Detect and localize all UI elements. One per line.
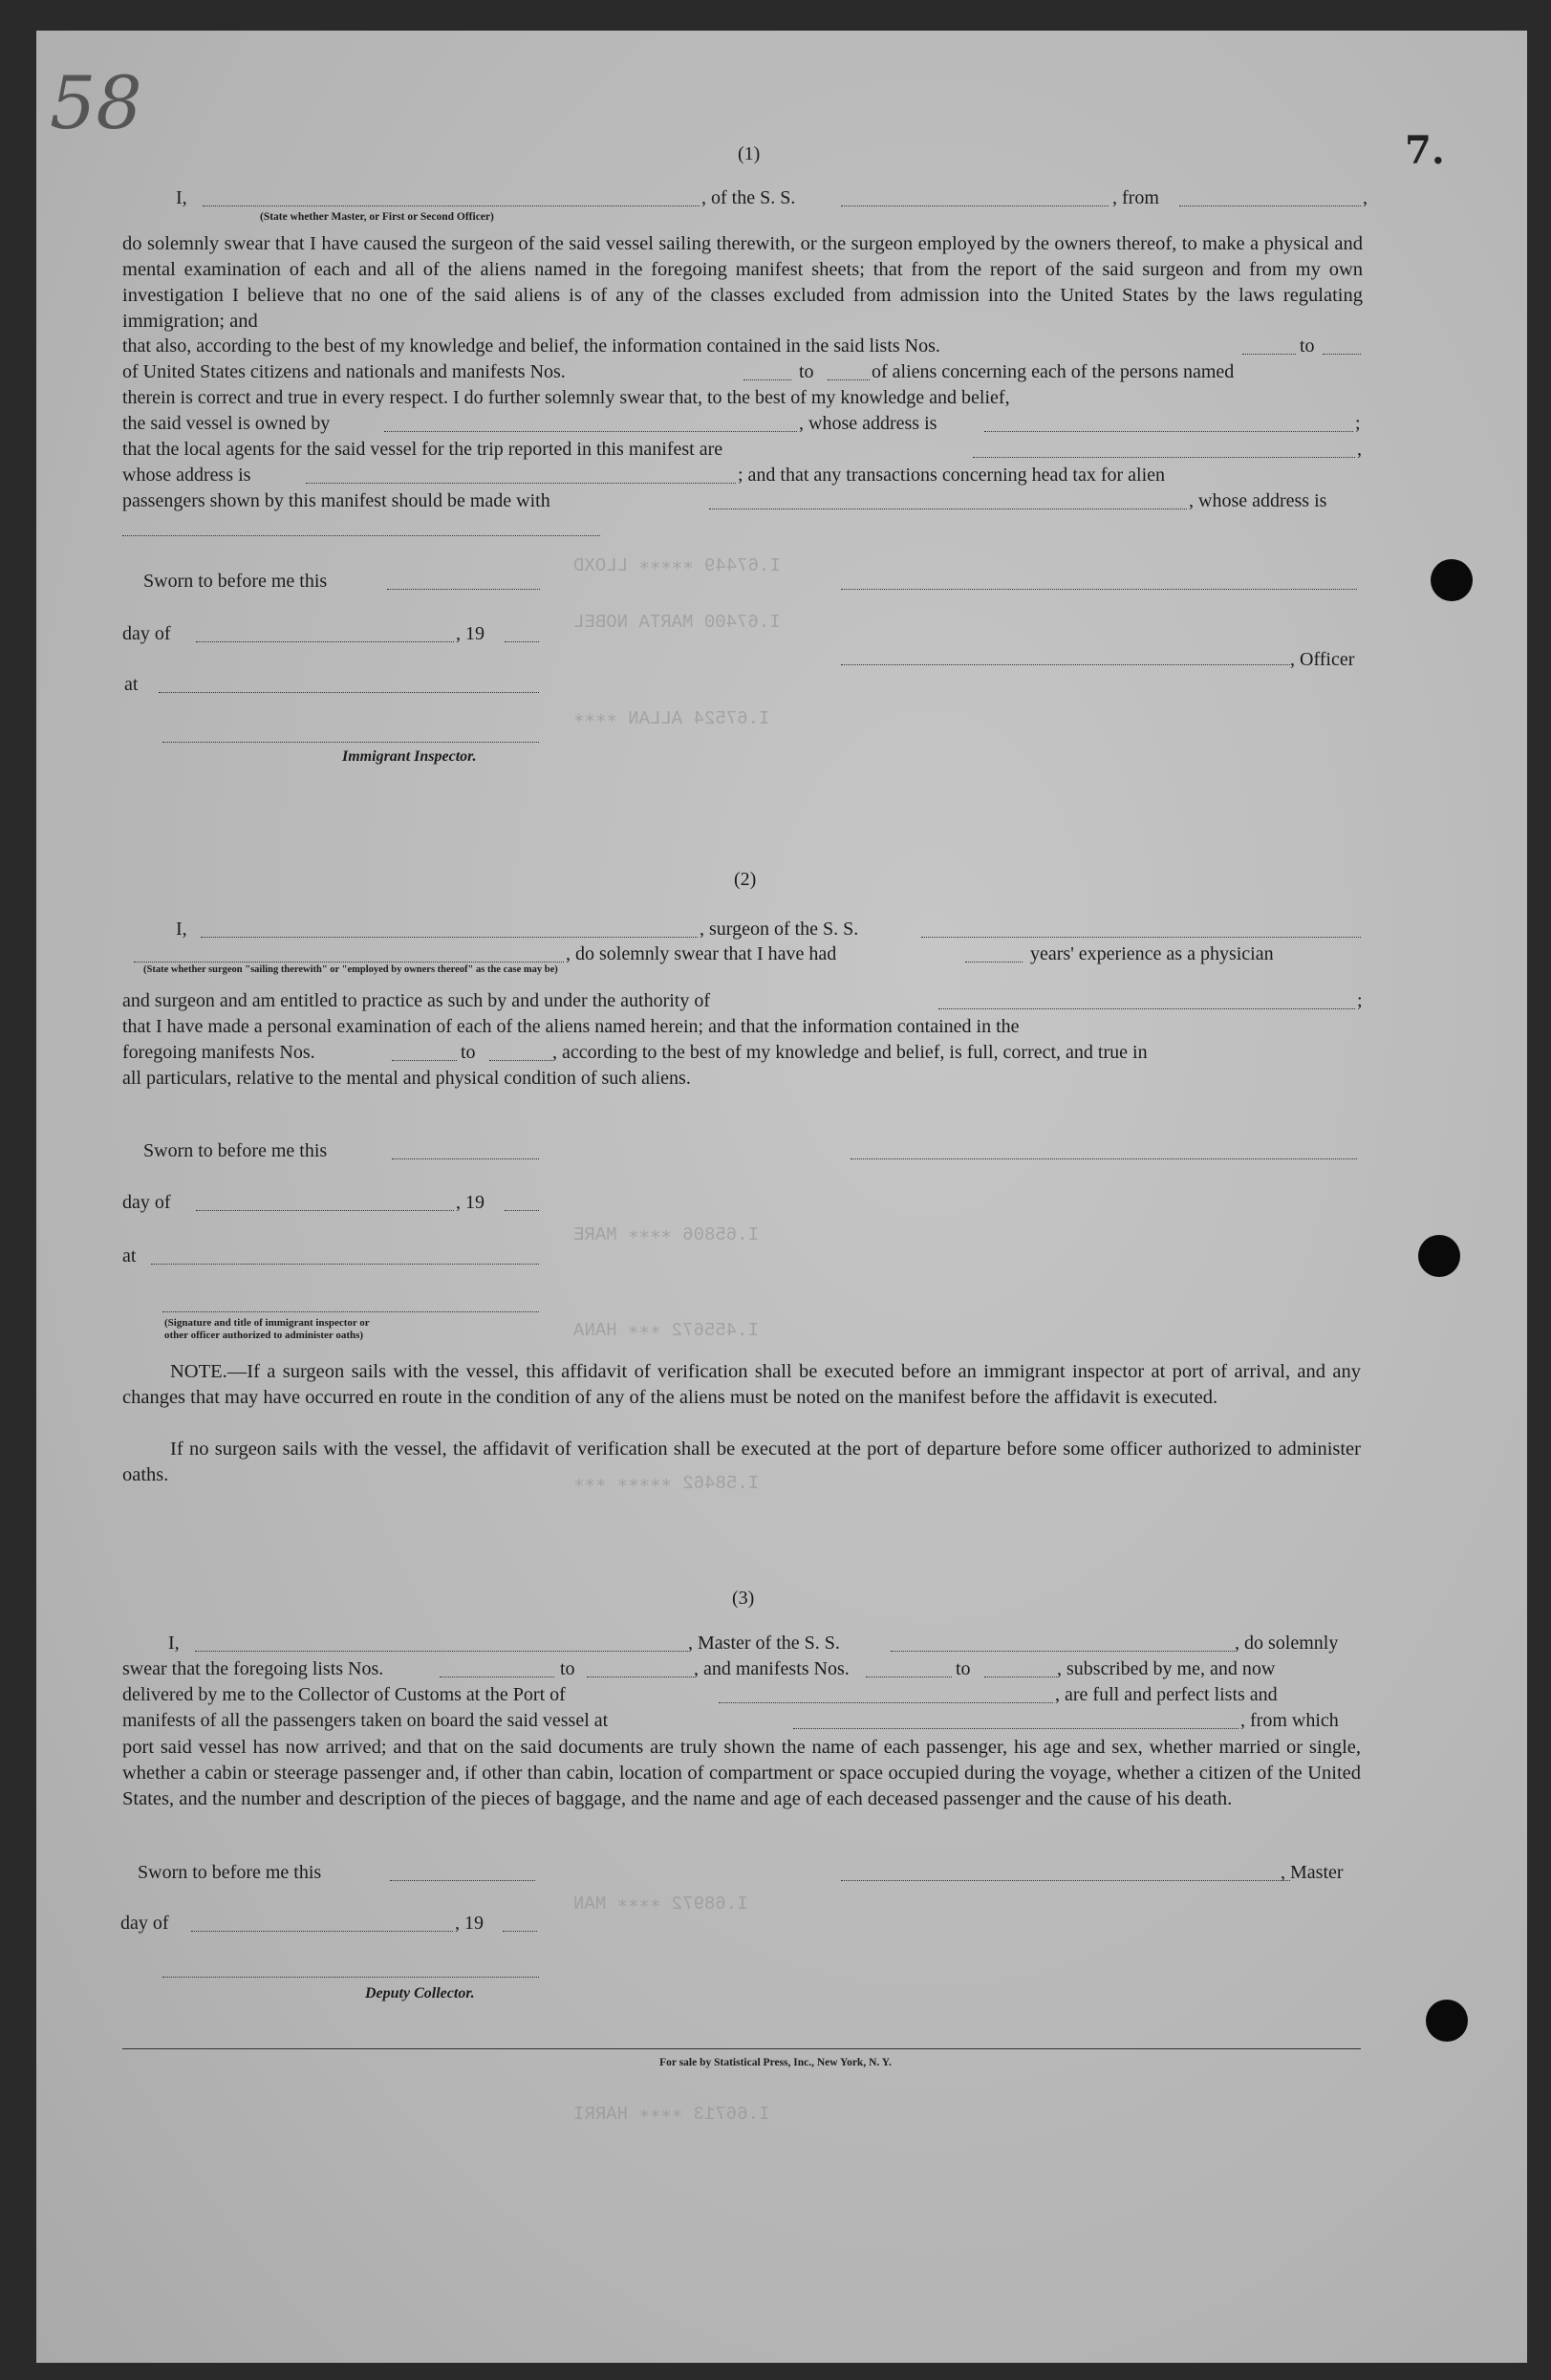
text: to (956, 1658, 971, 1679)
text: that also, according to the best of my knowledge and belief, the information contained in the said lists Nos. (122, 335, 940, 357)
text: , subscribed by me, and now (1057, 1658, 1276, 1679)
ghost-text: I.68972 ∗∗∗∗ MAN (573, 1893, 748, 1915)
text: , do solemnly swear that I have had (566, 943, 837, 964)
text: delivered by me to the Collector of Customs at the Port of (122, 1684, 566, 1705)
signature-line (841, 589, 1357, 590)
blank-line (743, 379, 791, 380)
handwritten-page-number: 58 (50, 60, 142, 145)
printer-credit: For sale by Statistical Press, Inc., New York, N. Y. (659, 2057, 892, 2068)
text: , from which (1240, 1710, 1339, 1731)
ghost-text: I.455672 ∗∗∗ HANA (573, 1320, 759, 1341)
blank-line (709, 508, 1187, 509)
text: Sworn to before me this (143, 1140, 328, 1161)
signature-caption: (Signature and title of immigrant inspector or (164, 1317, 370, 1329)
blank-line (384, 431, 797, 432)
signature-caption: Immigrant Inspector. (342, 748, 477, 765)
text: day of (120, 1913, 169, 1934)
text: , of the S. S. (701, 187, 796, 208)
blank-line (306, 483, 736, 484)
blank-line (387, 589, 540, 590)
blank-line (196, 1210, 454, 1211)
blank-line (938, 1008, 1355, 1009)
section-number: (3) (732, 1588, 755, 1609)
text: Sworn to before me this (143, 571, 328, 592)
blank-line (793, 1728, 1239, 1729)
ghost-text: I.67524 ALLAN ∗∗∗∗ (573, 708, 770, 729)
signature-line (162, 1311, 539, 1312)
text: that the local agents for the said vessel for the trip reported in this manifest are (122, 439, 723, 460)
text: I, (168, 1633, 180, 1654)
punch-hole (1418, 1235, 1460, 1277)
text: of aliens concerning each of the persons named (872, 361, 1235, 382)
text: years' experience as a physician (1030, 943, 1274, 964)
text: , and manifests Nos. (694, 1658, 850, 1679)
text: , Master of the S. S. (688, 1633, 840, 1654)
signature-line (162, 742, 539, 743)
text: therein is correct and true in every respect. I do further solemnly swear that, to the best of my knowledge and belief, (122, 387, 1010, 408)
text: Sworn to before me this (138, 1862, 322, 1883)
text: , whose address is (799, 413, 937, 434)
text: to (461, 1042, 476, 1063)
text: ; (1357, 990, 1363, 1011)
text: , whose address is (1189, 490, 1327, 511)
text: I, (176, 919, 187, 940)
blank-line (505, 641, 539, 642)
blank-line (965, 962, 1023, 963)
blank-line (828, 379, 870, 380)
text: foregoing manifests Nos. (122, 1042, 315, 1063)
text: at (124, 674, 139, 695)
text: , according to the best of my knowledge and belief, is full, correct, and true in (552, 1042, 1148, 1063)
blank-line (719, 1702, 1053, 1703)
blank-line (159, 692, 539, 693)
signature-caption: Deputy Collector. (365, 1985, 475, 2001)
text: day of (122, 623, 171, 644)
text: , do solemnly (1235, 1633, 1339, 1654)
blank-line (392, 1060, 457, 1061)
text: to (560, 1658, 575, 1679)
text: at (122, 1245, 137, 1266)
note-paragraph: If no surgeon sails with the vessel, the affidavit of verification shall be executed at the port of departure before some officer authorized to administer oaths. (122, 1439, 1361, 1485)
ghost-text: I.58462 ∗∗∗∗∗ ∗∗∗ (573, 1473, 760, 1494)
blank-line (1323, 354, 1361, 355)
text: to (799, 361, 814, 382)
text: , Officer (1290, 649, 1355, 670)
note-paragraph: NOTE.—If a surgeon sails with the vessel, this affidavit of verification shall be executed before an immigrant inspector at port of arrival, and any changes that may have occurred en route in the condition of any of the aliens must be noted on the manifest before the affidavit is executed. (122, 1361, 1361, 1408)
blank-line (191, 1931, 453, 1932)
field-note: (State whether surgeon "sailing therewith" or "employed by owners thereof" as the case may be) (143, 964, 558, 975)
text: ; (1355, 413, 1361, 434)
text: , (1363, 187, 1368, 208)
signature-line (841, 1880, 1290, 1881)
punch-hole (1431, 559, 1473, 601)
blank-line (134, 962, 564, 963)
footer-rule (122, 2048, 1361, 2049)
signature-line (841, 664, 1290, 665)
blank-line (122, 535, 600, 536)
ghost-text: I.67400 MARTA NOBEL (573, 612, 781, 633)
text: , (1357, 439, 1362, 460)
handwritten-mark: 7. (1405, 128, 1445, 173)
blank-line (151, 1264, 539, 1265)
blank-line (973, 457, 1355, 458)
section-number: (1) (738, 143, 761, 164)
blank-line (196, 641, 454, 642)
oath-paragraph: do solemnly swear that I have caused the surgeon of the said vessel sailing therewith, or the surgeon employed by the owners thereof, to make a physical and mental examination of each and all of the aliens named in the foregoing manifest sheets; that from the report of the said surgeon and from my own investigation I believe that no one of the said aliens is of any of the classes excluded from admission into the United States by the laws regulating immigration; and (122, 233, 1363, 332)
blank-line (201, 937, 698, 938)
text: , from (1112, 187, 1159, 208)
blank-line (1242, 354, 1296, 355)
text: the said vessel is owned by (122, 413, 331, 434)
blank-line (505, 1210, 539, 1211)
text: manifests of all the passengers taken on board the said vessel at (122, 1710, 609, 1731)
text: day of (122, 1192, 171, 1213)
text: , Master (1281, 1862, 1344, 1883)
text: whose address is (122, 465, 251, 486)
blank-line (392, 1158, 539, 1159)
text: passengers shown by this manifest should be made with (122, 490, 550, 511)
text: ; and that any transactions concerning head tax for alien (738, 465, 1166, 486)
blank-line (891, 1651, 1235, 1652)
blank-line (503, 1931, 537, 1932)
text: , 19 (455, 1913, 484, 1934)
signature-line (851, 1158, 1357, 1159)
signature-caption: other officer authorized to administer oaths) (164, 1330, 364, 1341)
text: swear that the foregoing lists Nos. (122, 1658, 384, 1679)
ghost-text: I.66713 ∗∗∗∗ HARRI (573, 2104, 770, 2125)
punch-hole (1426, 2000, 1468, 2042)
text: , 19 (456, 1192, 485, 1213)
text: and surgeon and am entitled to practice as such by and under the authority of (122, 990, 710, 1011)
blank-line (984, 431, 1353, 432)
text: , are full and perfect lists and (1055, 1684, 1278, 1705)
text: of United States citizens and nationals and manifests Nos. (122, 361, 566, 382)
text: that I have made a personal examination of each of the aliens named herein; and that the information contained in the (122, 1016, 1020, 1037)
text: , 19 (456, 623, 485, 644)
blank-line (489, 1060, 552, 1061)
field-note: (State whether Master, or First or Second Officer) (260, 211, 494, 223)
ghost-text: I.67449 ∗∗∗∗∗ LLOXD (573, 555, 781, 576)
blank-line (390, 1880, 535, 1881)
text: all particulars, relative to the mental and physical condition of such aliens. (122, 1068, 691, 1089)
ghost-text: I.65806 ∗∗∗∗ MARE (573, 1224, 759, 1245)
text: I, (176, 187, 187, 208)
oath-paragraph: port said vessel has now arrived; and that on the said documents are truly shown the name of each passenger, his age and sex, whether married or single, whether a cabin or steerage passenger and, if other than cabin, location of compartment or space occupied during the voyage, whether a citizen of the United States, and the number and description of the pieces of baggage, and the name and age of each deceased passenger and the cause of his death. (122, 1737, 1361, 1809)
blank-line (195, 1651, 688, 1652)
blank-line (921, 937, 1361, 938)
text: to (1300, 335, 1315, 357)
section-number: (2) (734, 869, 757, 890)
text: , surgeon of the S. S. (700, 919, 859, 940)
signature-line (162, 1977, 539, 1978)
